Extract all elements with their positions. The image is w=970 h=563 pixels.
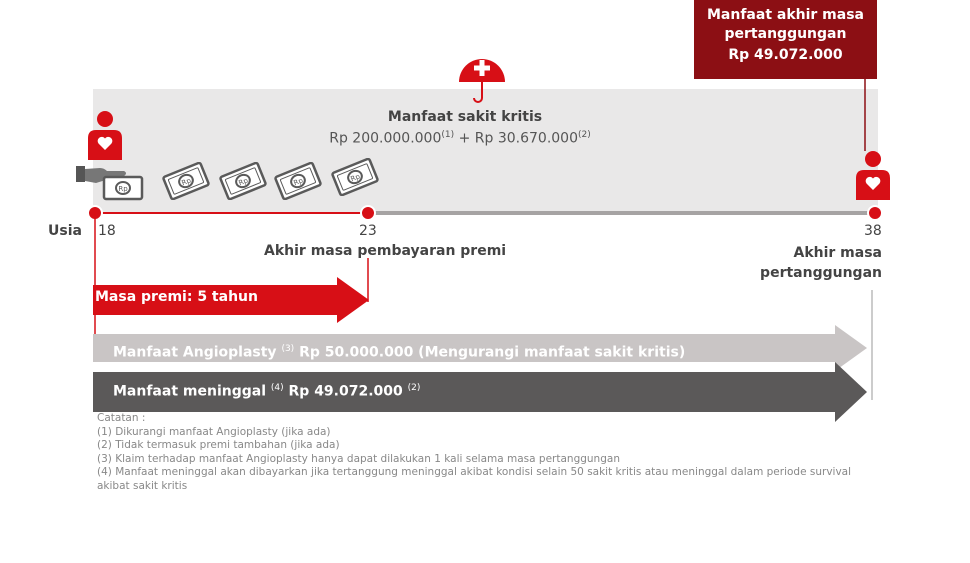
note-line: (4) Manfaat meninggal akan dibayarkan jika tertanggung meninggal akibat kondisi selain 50 sakit kritis atau meninggal dalam periode survival akibat sakit kritis [97, 466, 852, 492]
notes-section [97, 412, 857, 493]
maturity-benefit-box [694, 0, 877, 79]
death-benefit-amount: Rp 49.072.000 [288, 383, 403, 400]
critical-illness-plus: + [454, 130, 475, 147]
notes-title: Catatan : [97, 412, 146, 424]
money-bill-icon [329, 158, 381, 196]
note-line: (3) Klaim terhadap manfaat Angioplasty hanya dapat dilakukan 1 kali selama masa pertanggungan [97, 452, 620, 465]
critical-illness-amount-1: Rp 200.000.000 [329, 130, 442, 147]
timeline-dot-coverage-end [868, 206, 882, 220]
person-heart-icon [853, 150, 893, 200]
age-tick-38: 38 [864, 223, 882, 239]
death-benefit-label [113, 383, 420, 400]
end-premium-label: Akhir masa pembayaran premi [264, 243, 507, 259]
premium-period-label: Masa premi: 5 tahun [95, 289, 258, 305]
hand-money-icon [74, 161, 146, 201]
age-tick-23: 23 [359, 223, 377, 239]
timeline [80, 200, 890, 230]
critical-illness-note-2: (2) [578, 130, 591, 140]
critical-illness-title: Manfaat sakit kritis [387, 109, 543, 125]
maturity-connector [860, 79, 870, 151]
death-benefit-title: Manfaat meninggal [113, 383, 267, 400]
svg-text:Rp: Rp [237, 176, 250, 188]
death-benefit-note-2: (2) [407, 383, 421, 393]
age-tick-18: 18 [98, 223, 116, 239]
angioplasty-label [113, 344, 685, 361]
angioplasty-amount: Rp 50.000.000 (Mengurangi manfaat sakit kritis) [299, 344, 686, 361]
critical-illness-note-1: (1) [441, 130, 455, 140]
money-bill-icon [160, 162, 212, 200]
svg-text:Rp: Rp [118, 185, 128, 193]
angioplasty-note: (3) [281, 344, 295, 354]
age-axis-label: Usia [48, 223, 82, 239]
svg-text:Rp: Rp [292, 176, 305, 188]
money-bill-icon [217, 162, 269, 200]
angioplasty-title: Manfaat Angioplasty [113, 344, 277, 361]
end-coverage-label: Akhir masa pertanggungan [760, 245, 882, 281]
timeline-dot-premium-end [361, 206, 375, 220]
svg-text:Rp: Rp [349, 172, 362, 184]
money-bill-icon [272, 162, 324, 200]
note-line: (1) Dikurangi manfaat Angioplasty (jika ada) [97, 425, 331, 438]
note-line: (2) Tidak termasuk premi tambahan (jika ada) [97, 439, 340, 451]
critical-illness-amount-2: Rp 30.670.000 [474, 130, 578, 147]
maturity-benefit-amount: Rp 49.072.000 [728, 47, 843, 63]
svg-text:Rp: Rp [180, 176, 193, 188]
critical-illness-amount [250, 130, 670, 147]
maturity-benefit-title: Manfaat akhir masa pertanggungan [706, 7, 864, 42]
death-benefit-note: (4) [270, 383, 284, 393]
umbrella-icon [457, 52, 507, 106]
person-heart-icon [85, 110, 125, 160]
